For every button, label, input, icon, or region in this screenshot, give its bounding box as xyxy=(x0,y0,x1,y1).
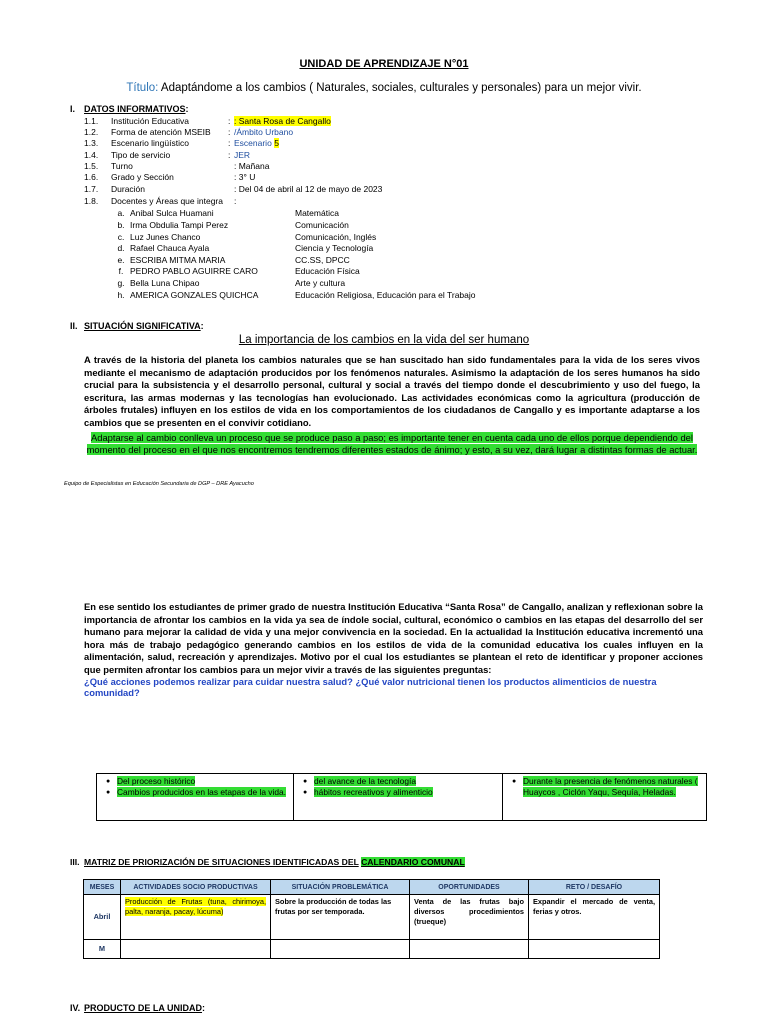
info-value: JER xyxy=(234,150,251,160)
info-number: 1.6. xyxy=(84,172,99,182)
highlighted-paragraph-text: Adaptarse al cambio conlleva un proceso que se produce paso a paso; es importante tener en cuenta cada uno de ellos porque dependiendo del momento del proceso en el que nos encontremos tendremos diferentes estados de ánimo; y esto, a su vez, dará lugar a distintas formas de actuar. xyxy=(86,432,698,455)
info-key: Duración xyxy=(111,184,146,194)
info-key: Escenario lingüístico xyxy=(111,138,189,148)
cell-situacion: Sobre la producción de todas las frutas por ser temporada. xyxy=(271,895,410,940)
docente-area: Ciencia y Tecnología xyxy=(295,243,374,253)
cell-mes: M xyxy=(84,940,121,959)
situation-title: La importancia de los cambios en la vida del ser humano xyxy=(238,334,530,346)
guiding-questions: ¿Qué acciones podemos realizar para cuidar nuestra salud? ¿Qué valor nutricional tienen los productos alimenticios de nuestra comunidad? xyxy=(84,676,657,698)
docente-letter: f. xyxy=(118,266,124,276)
info-number: 1.7. xyxy=(84,184,99,194)
docente-name: PEDRO PABLO AGUIRRE CARO xyxy=(130,266,258,276)
cell-situacion xyxy=(271,940,410,959)
section-4-title: PRODUCTO DE LA UNIDAD xyxy=(84,1003,203,1013)
docente-name: Rafael Chauca Ayala xyxy=(130,243,210,253)
bullet-item xyxy=(117,776,287,787)
docente-row xyxy=(112,278,345,289)
info-row: 1.1. Institución Educativa : : Santa Rosa de Cangallo xyxy=(84,116,331,126)
subtitle-label: Título: xyxy=(126,82,159,94)
info-key: Docentes y Áreas que integra xyxy=(111,196,223,206)
docente-area: Educación Física xyxy=(295,266,360,276)
docente-letter: a. xyxy=(117,208,125,218)
situation-paragraph-1: A través de la historia del planeta los cambios naturales que se han suscitado han sido fundamentales para la vida de los seres vivos mediante el mecanismo de adaptación producidos por los fenómenos naturales. Asimismo la adaptación de los seres humanos ha sido crucial para la subsistencia y el desarrollo personal, cultural y social a través del tiempo donde el descubrimiento y uso del fuego, la escritura, las armas modernas y las tecnologías han evolucionado. Las actividades económicas como la agricultura (producción de árboles frutales) influyen en los estilos de vida en los comportamientos de los ciudadanos de Cangallo y es importante adaptarse a los cambios que se presenten en el convivir cotidiano. xyxy=(84,354,700,428)
cell-oportunidad: Venta de las frutas bajo diversos procedimientos (trueque) xyxy=(410,895,529,940)
bullet-item xyxy=(523,776,700,798)
bullet-item-text: Cambios producidos en las etapas de la vida. xyxy=(117,787,286,797)
cell-reto xyxy=(529,940,660,959)
info-key: Institución Educativa xyxy=(111,116,189,126)
docente-area: Comunicación, Inglés xyxy=(295,232,377,242)
cell-mes: Abril xyxy=(84,895,121,940)
highlighted-paragraph xyxy=(84,432,700,456)
docente-row xyxy=(112,290,476,301)
info-key: Turno xyxy=(111,161,133,171)
docente-row xyxy=(112,266,360,277)
section-3-heading xyxy=(70,857,465,867)
bullet-item-text: hábitos recreativos y alimenticio xyxy=(314,787,433,797)
info-key: Forma de atención MSEIB xyxy=(111,127,211,137)
info-number: 1.8. xyxy=(84,196,99,206)
info-row xyxy=(84,172,255,183)
section-3-title-highlight: CALENDARIO COMUNAL xyxy=(361,857,465,867)
info-value: : 3° U xyxy=(234,172,256,182)
section-2-heading xyxy=(70,321,204,331)
docente-row xyxy=(112,255,350,266)
section-4-number: IV. xyxy=(70,1003,81,1013)
info-value: : Mañana xyxy=(234,161,270,171)
cell-actividad xyxy=(121,940,271,959)
section-1-colon: : xyxy=(185,104,189,114)
cell-oportunidad xyxy=(410,940,529,959)
docente-area: Arte y cultura xyxy=(295,278,346,288)
docente-letter: h. xyxy=(117,290,125,300)
info-value: : Del 04 de abril al 12 de mayo de 2023 xyxy=(234,184,383,194)
docente-row xyxy=(112,208,339,219)
docente-name: Bella Luna Chipao xyxy=(130,278,200,288)
info-value: : xyxy=(234,196,237,206)
info-number: 1.2. xyxy=(84,127,99,137)
section-1-heading xyxy=(70,104,189,114)
docente-row xyxy=(112,243,373,254)
docente-letter: g. xyxy=(117,278,125,288)
docente-letter: c. xyxy=(117,232,125,242)
section-2-title: SITUACIÓN SIGNIFICATIVA xyxy=(84,321,201,331)
info-value: : Santa Rosa de Cangallo xyxy=(234,116,331,126)
section-2-number: II. xyxy=(70,321,78,331)
docente-letter: e. xyxy=(117,255,125,265)
info-row: 1.4. Tipo de servicio : JER xyxy=(84,150,251,160)
footer-note: Equipo de Especialistas en Educación Secundaria de DGP – DRE Ayacucho xyxy=(64,481,254,487)
bullet-column-2 xyxy=(294,774,503,821)
bullet-item xyxy=(117,787,287,798)
docente-name: Luz Junes Chanco xyxy=(130,232,201,242)
info-value-extra: 5 xyxy=(274,138,279,148)
section-3-title: MATRIZ DE PRIORIZACIÓN DE SITUACIONES IDENTIFICADAS DEL xyxy=(84,857,359,867)
docente-row xyxy=(112,220,349,231)
column-header: RETO / DESAFÍO xyxy=(529,880,660,895)
docente-name: Anibal Sulca Huamani xyxy=(130,208,214,218)
table-row xyxy=(84,895,660,940)
docente-letter: d. xyxy=(117,243,125,253)
column-header: MESES xyxy=(84,880,121,895)
cell-actividad-text: Producción de Frutas (tuna, chirimoya, palta, naranja, pacay, lúcuma) xyxy=(125,897,266,916)
bullet-item-text: del avance de la tecnología xyxy=(314,776,416,786)
bullet-column-1 xyxy=(97,774,294,821)
subtitle-text: Adaptándome a los cambios ( Naturales, sociales, culturales y personales) para un mejor vivir. xyxy=(160,82,642,94)
info-row xyxy=(84,196,236,207)
situation-paragraph-2: En ese sentido los estudiantes de primer grado de nuestra Institución Educativa “Santa Rosa” de Cangallo, analizan y reflexionan sobre la importancia de afrontar los cambios en la vida ya sea de índole social, cultural, económico o cambios en las etapas del desarrollo del ser humano para mejorar la calidad de vida y una mejor convivencia en la sociedad. En la actualidad la Institución educativa incrementó una hora más de trabajo pedagógico generando cambios en los estilos de vida de la comunidad educativa los cuales influyen en la alimentación, salud, recreación y aprendizajes. Motivo por el cual los estudiantes se plantean el reto de identificar y proponer acciones que permiten afrontar los cambios para un mejor vivir a través de las siguientes preguntas: xyxy=(84,601,703,675)
section-4-colon: : xyxy=(202,1003,206,1013)
info-value: Escenario xyxy=(234,138,272,148)
unit-subtitle xyxy=(0,82,768,94)
info-row: 1.2. Forma de atención MSEIB : /Ámbito Urbano xyxy=(84,127,294,137)
section-1-title: DATOS INFORMATIVOS xyxy=(84,104,186,114)
docente-area: Educación Religiosa, Educación para el Trabajo xyxy=(295,290,476,300)
docente-area: Comunicación xyxy=(295,220,349,230)
column-header: OPORTUNIDADES xyxy=(410,880,529,895)
info-number: 1.1. xyxy=(84,116,99,126)
info-number: 1.3. xyxy=(84,138,99,148)
docente-area: CC.SS, DPCC xyxy=(295,255,350,265)
docente-name: AMERICA GONZALES QUICHCA xyxy=(130,290,259,300)
bullet-box-table xyxy=(96,773,707,821)
docente-name: ESCRIBA MITMA MARIA xyxy=(130,255,226,265)
cell-actividad xyxy=(121,895,271,940)
document-title: UNIDAD DE APRENDIZAJE N°01 xyxy=(299,58,469,70)
cell-reto: Expandir el mercado de venta, ferias y otros. xyxy=(529,895,660,940)
bullet-item xyxy=(314,776,496,787)
info-key: Grado y Sección xyxy=(111,172,174,182)
bullet-item xyxy=(314,787,496,798)
section-3-number: III. xyxy=(70,857,80,867)
column-header: SITUACIÓN PROBLEMÁTICA xyxy=(271,880,410,895)
info-row xyxy=(84,161,269,172)
bullet-item-text: Del proceso histórico xyxy=(117,776,196,786)
info-number: 1.5. xyxy=(84,161,99,171)
priority-matrix-table xyxy=(83,879,660,959)
column-header: ACTIVIDADES SOCIO PRODUCTIVAS xyxy=(121,880,271,895)
bullet-column-3 xyxy=(503,774,707,821)
docente-area: Matemática xyxy=(295,208,339,218)
bullet-item-text: Durante la presencia de fenómenos naturales ( Huaycos , Ciclón Yaqu, Sequía, Heladas. xyxy=(523,776,698,797)
table-header-row xyxy=(84,880,660,895)
section-2-colon: : xyxy=(200,321,204,331)
docente-name: Irma Obdulia Tampi Perez xyxy=(130,220,229,230)
info-value: /Ámbito Urbano xyxy=(234,127,294,137)
info-row: 1.3. Escenario lingüístico : Escenario 5 xyxy=(84,138,279,148)
info-key: Tipo de servicio xyxy=(111,150,171,160)
docente-row xyxy=(112,232,376,243)
info-row xyxy=(84,184,382,195)
section-1-number: I. xyxy=(70,104,76,114)
section-4-heading xyxy=(70,1003,205,1013)
docente-letter: b. xyxy=(117,220,125,230)
table-row xyxy=(84,940,660,959)
info-number: 1.4. xyxy=(84,150,99,160)
